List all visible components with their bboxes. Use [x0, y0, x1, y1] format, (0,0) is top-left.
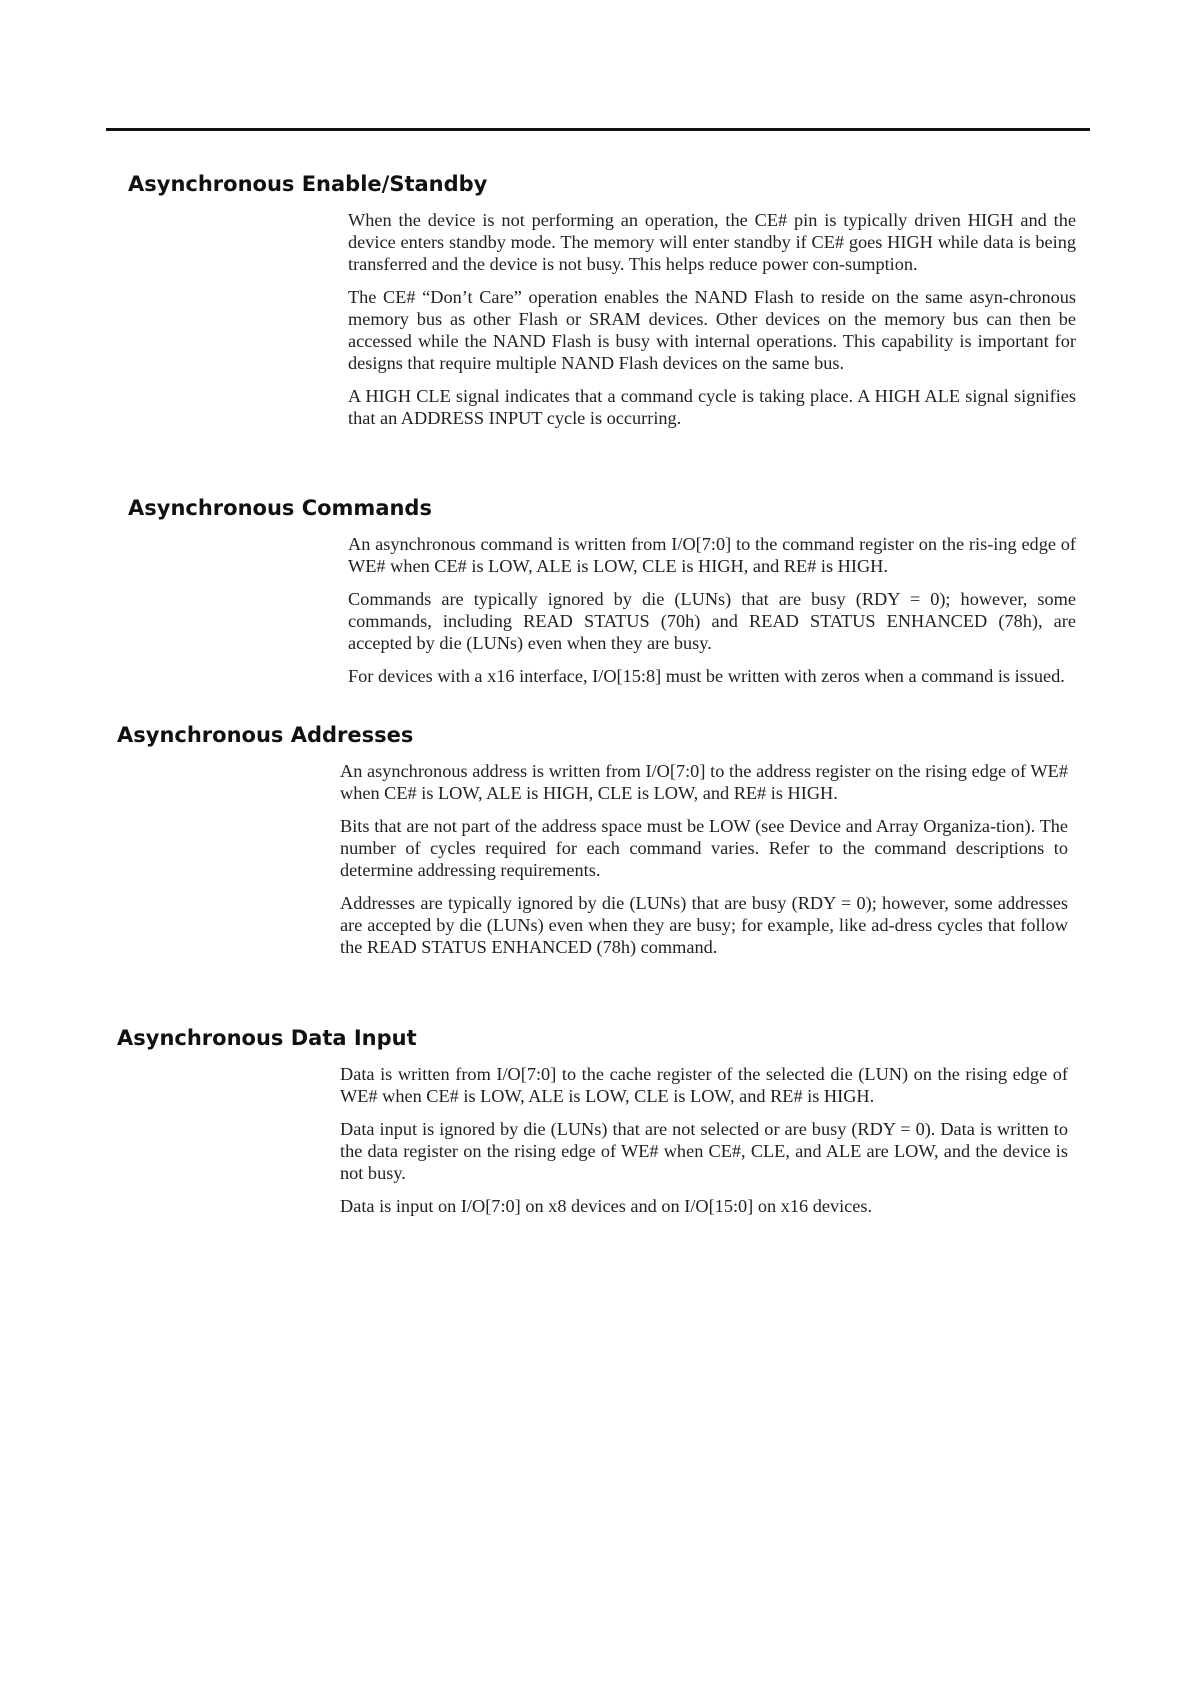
header-rule [106, 128, 1090, 131]
paragraph: An asynchronous command is written from I/O[7:0] to the command register on the ris-ing edge of WE# when CE# is LOW, ALE is LOW, CLE is HIGH, and RE# is HIGH. [348, 534, 1076, 576]
section-heading: Asynchronous Addresses [117, 723, 414, 747]
paragraph: A HIGH CLE signal indicates that a command cycle is taking place. A HIGH ALE signal signifies that an ADDRESS INPUT cycle is occurring. [348, 386, 1076, 428]
paragraph: Data is input on I/O[7:0] on x8 devices and on I/O[15:0] on x16 devices. [340, 1196, 873, 1216]
section-body [348, 533, 1076, 698]
paragraph: The CE# “Don’t Care” operation enables the NAND Flash to reside on the same asyn-chronous memory bus as other Flash or SRAM devices. Other devices on the memory bus can then be accessed while the NAND Flash is busy with internal operations. This capability is important for designs that require multiple NAND Flash devices on the same bus. [348, 287, 1076, 373]
paragraph: An asynchronous address is written from I/O[7:0] to the address register on the rising edge of WE# when CE# is LOW, ALE is HIGH, CLE is LOW, and RE# is HIGH. [340, 761, 1068, 803]
paragraph: Data input is ignored by die (LUNs) that are not selected or are busy (RDY = 0). Data is written to the data register on the rising edge of WE# when CE#, CLE, and ALE are LOW, and the device is not busy. [340, 1119, 1068, 1183]
section-body [340, 1063, 1068, 1228]
section-body [348, 209, 1076, 440]
section-heading: Asynchronous Data Input [117, 1026, 417, 1050]
paragraph: When the device is not performing an operation, the CE# pin is typically driven HIGH and the device enters standby mode. The memory will enter standby if CE# goes HIGH while data is being transferred and the device is not busy. This helps reduce power con-sumption. [348, 210, 1076, 274]
section-heading: Asynchronous Enable/Standby [128, 172, 488, 196]
paragraph: For devices with a x16 interface, I/O[15:8] must be written with zeros when a command is issued. [348, 666, 1065, 686]
section-body [340, 760, 1068, 969]
paragraph: Commands are typically ignored by die (LUNs) that are busy (RDY = 0); however, some commands, including READ STATUS (70h) and READ STATUS ENHANCED (78h), are accepted by die (LUNs) even when they are busy. [348, 589, 1076, 653]
paragraph: Bits that are not part of the address space must be LOW (see Device and Array Organiza-tion). The number of cycles required for each command varies. Refer to the command descriptions to determine addressing requirements. [340, 816, 1068, 880]
paragraph: Addresses are typically ignored by die (LUNs) that are busy (RDY = 0); however, some addresses are accepted by die (LUNs) even when they are busy; for example, like ad-dress cycles that follow the READ STATUS ENHANCED (78h) command. [340, 893, 1068, 957]
paragraph: Data is written from I/O[7:0] to the cache register of the selected die (LUN) on the rising edge of WE# when CE# is LOW, ALE is LOW, CLE is LOW, and RE# is HIGH. [340, 1064, 1068, 1106]
section-heading: Asynchronous Commands [128, 496, 432, 520]
